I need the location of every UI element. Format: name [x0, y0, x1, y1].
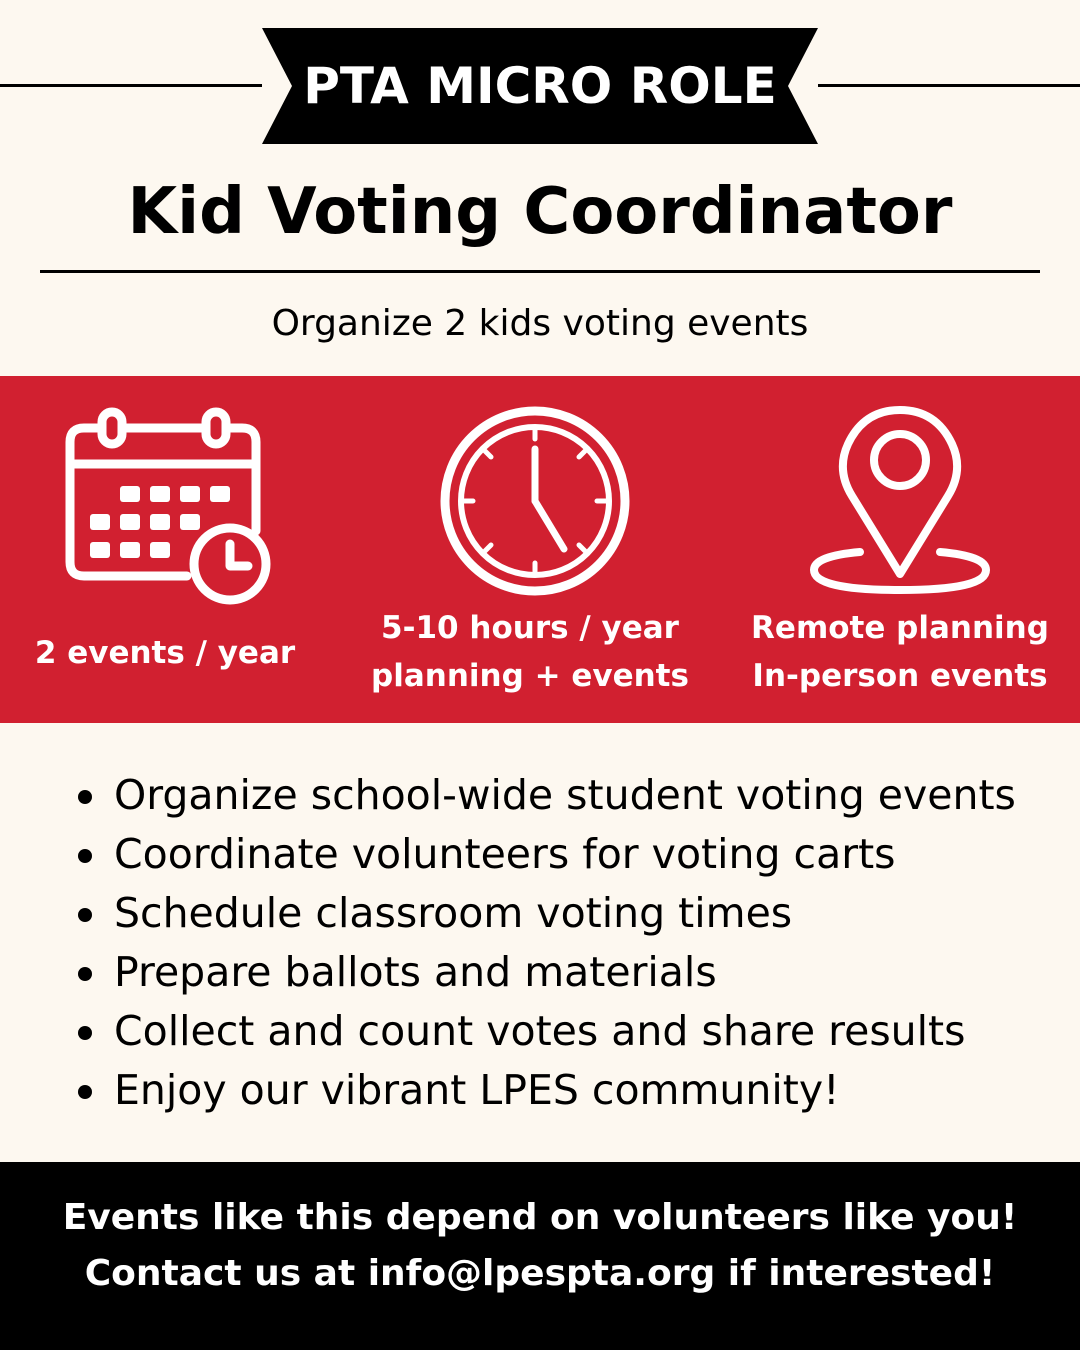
feature-location — [740, 376, 1060, 723]
feature-hours-per-year — [360, 376, 700, 723]
clock-icon — [438, 404, 632, 598]
list-item: Prepare ballots and materials — [72, 943, 1062, 1002]
calendar-clock-icon — [62, 406, 274, 606]
list-item: Coordinate volunteers for voting carts — [72, 825, 1062, 884]
contact-footer — [0, 1162, 1080, 1350]
footer-line-contact: Contact us at info@lpespta.org if interested! — [84, 1253, 996, 1294]
footer-line-volunteers: Events like this depend on volunteers like you! — [62, 1197, 1018, 1238]
page-title: Kid Voting Coordinator — [127, 175, 953, 249]
bullet-dot-icon — [78, 849, 92, 863]
list-item: Organize school-wide student voting events — [72, 766, 1062, 825]
feature-label-events: 2 events / year — [34, 635, 296, 671]
banner-text: PTA MICRO ROLE — [303, 57, 777, 115]
list-item: Enjoy our vibrant LPES community! — [72, 1061, 1062, 1120]
banner-rule-right — [818, 84, 1080, 87]
responsibilities-list — [72, 766, 1062, 1120]
feature-events-per-year — [0, 376, 330, 723]
bullet-dot-icon — [78, 908, 92, 922]
page-subtitle: Organize 2 kids voting events — [271, 303, 809, 344]
feature-label-location: Remote planning In-person events — [751, 610, 1049, 694]
list-item: Collect and count votes and share results — [72, 1002, 1062, 1061]
banner-rule-left — [0, 84, 262, 87]
bullet-dot-icon — [78, 967, 92, 981]
bullet-dot-icon — [78, 1085, 92, 1099]
location-pin-icon — [808, 404, 992, 598]
bullet-dot-icon — [78, 1026, 92, 1040]
feature-band — [0, 376, 1080, 723]
role-banner — [262, 28, 818, 144]
bullet-dot-icon — [78, 790, 92, 804]
title-divider — [40, 270, 1040, 273]
feature-label-hours: 5-10 hours / year planning + events — [371, 610, 689, 694]
list-item: Schedule classroom voting times — [72, 884, 1062, 943]
